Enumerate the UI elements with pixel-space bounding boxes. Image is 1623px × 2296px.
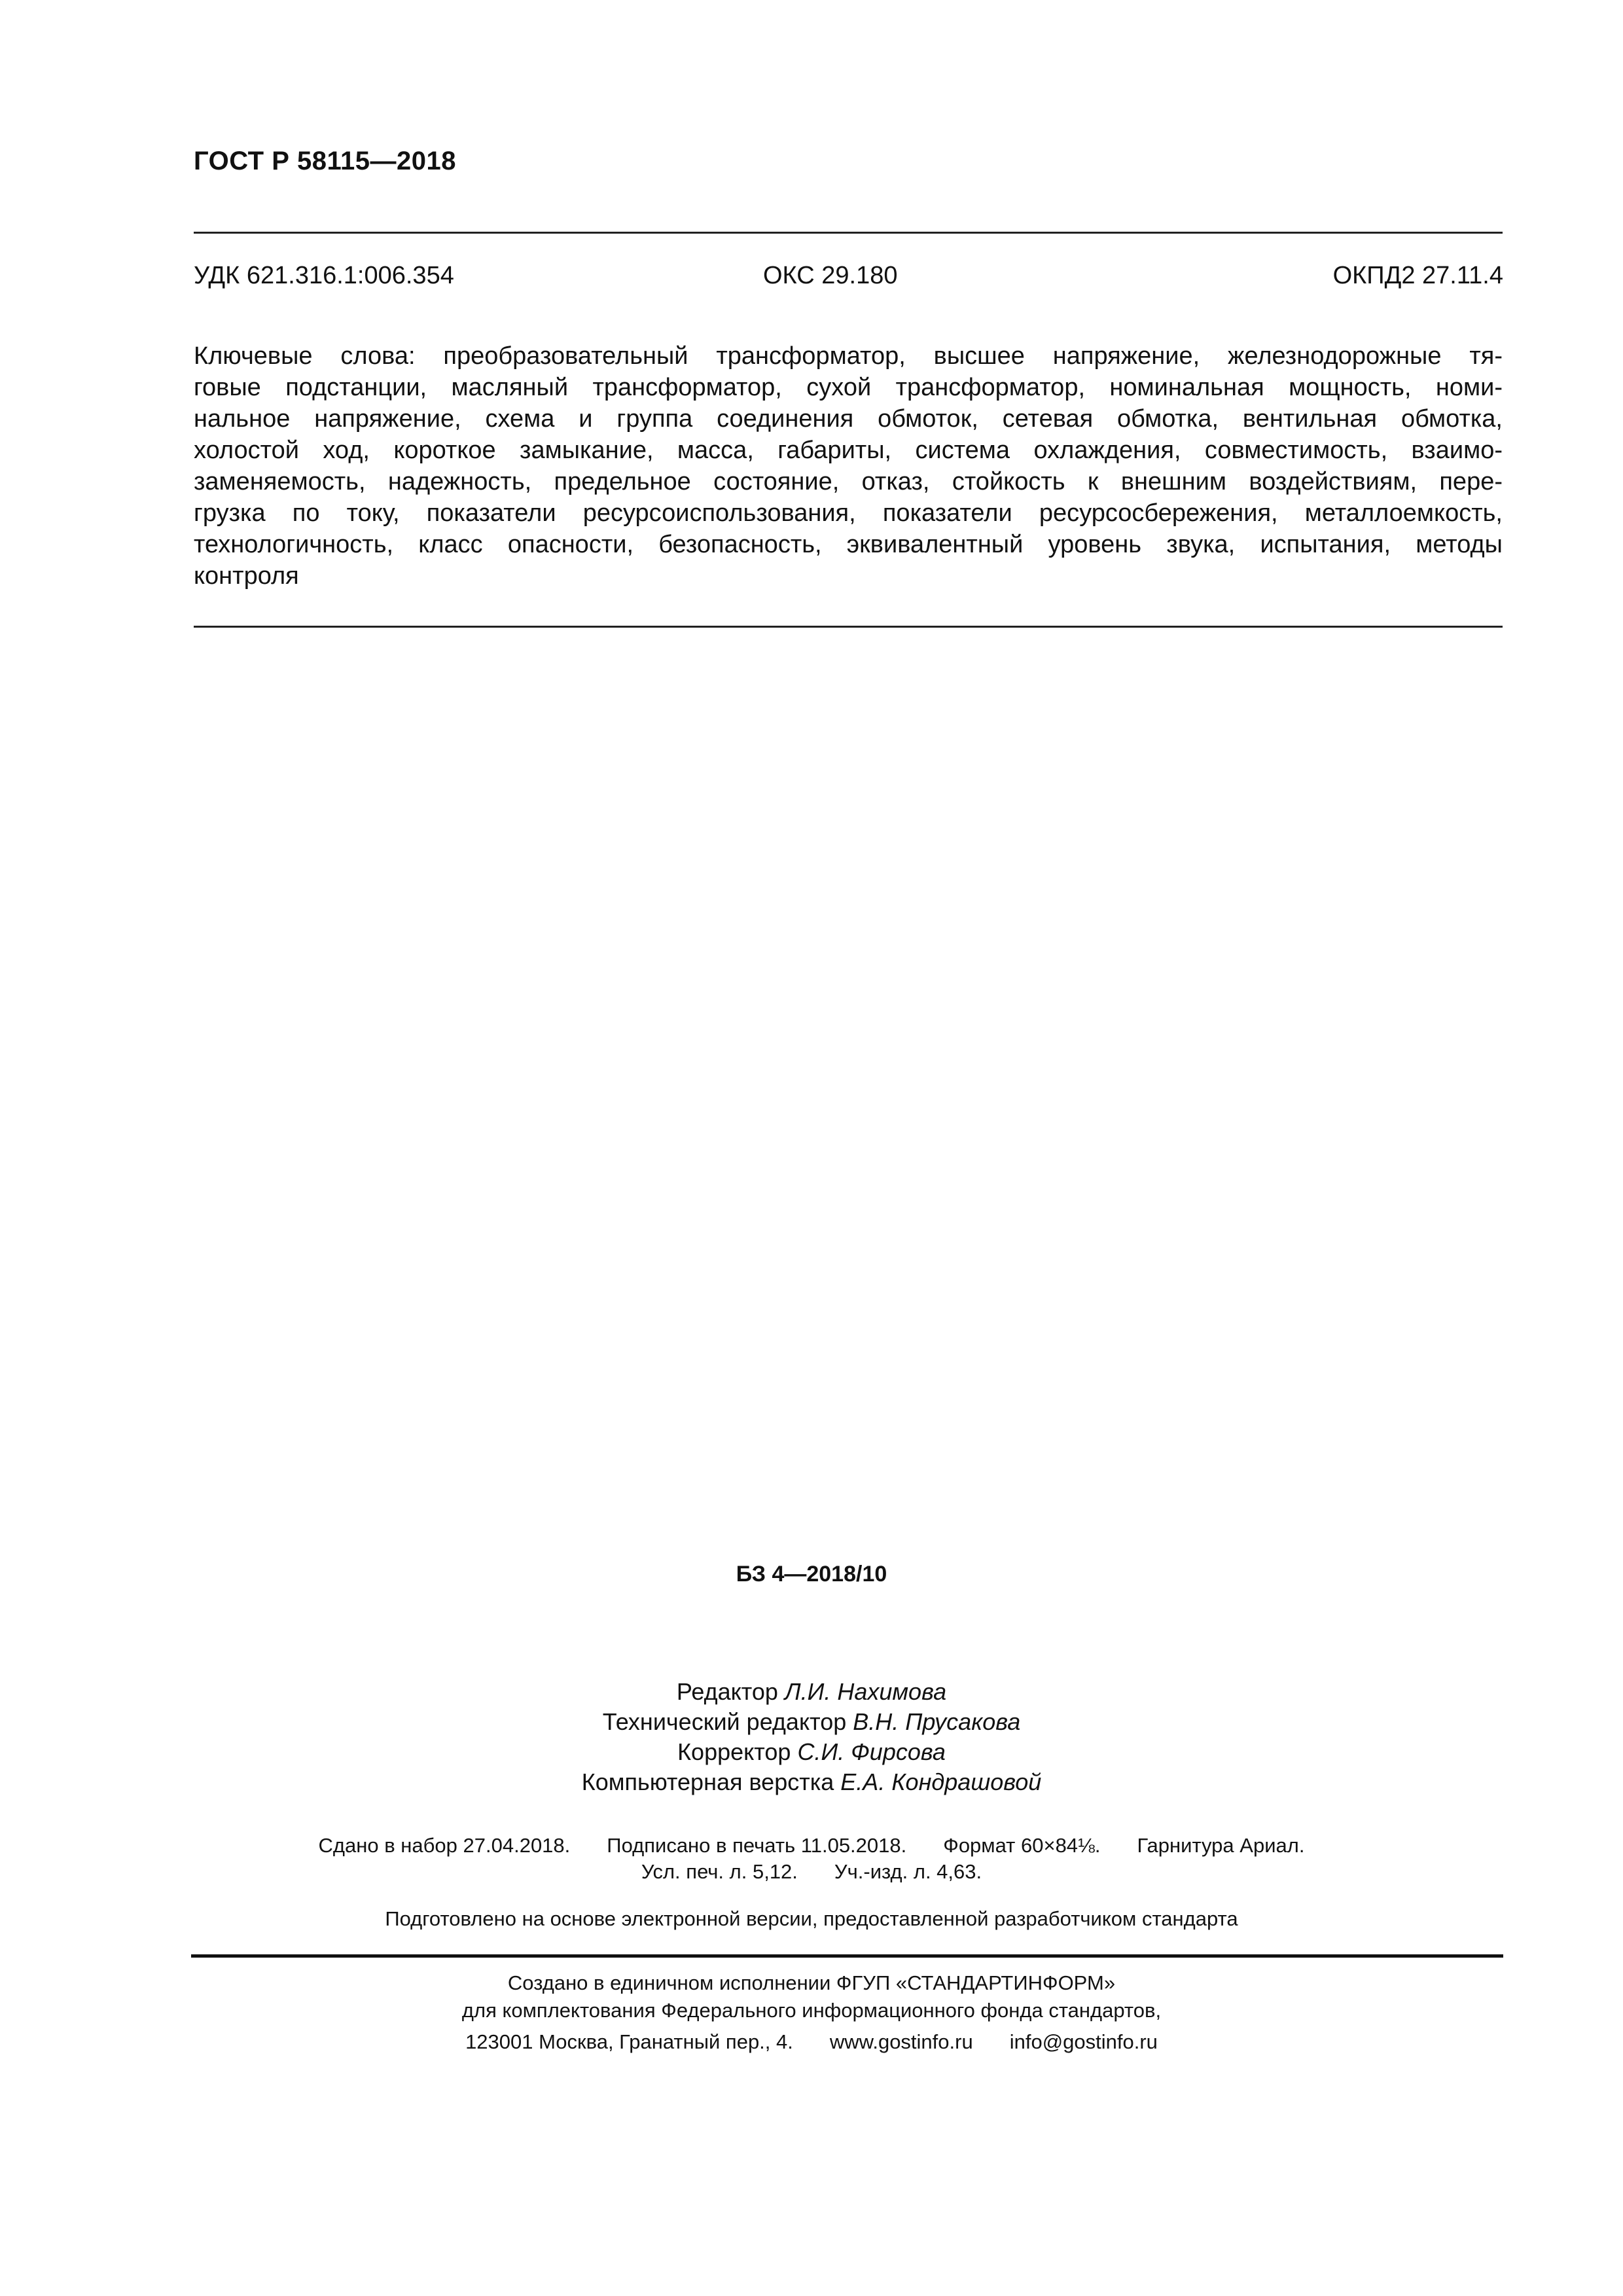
keywords-divider bbox=[194, 626, 1503, 628]
credit-name: В.Н. Прусакова bbox=[853, 1708, 1021, 1735]
oks-code: ОКС 29.180 bbox=[763, 262, 898, 289]
keywords-line: контроля bbox=[194, 562, 299, 590]
imprint-divider bbox=[191, 1954, 1503, 1958]
credit-name: Л.И. Нахимова bbox=[784, 1678, 947, 1705]
prepared-note: Подготовлено на основе электронной версии, предоставленной разработчиком стандарта bbox=[385, 1907, 1238, 1930]
top-divider bbox=[194, 232, 1503, 234]
credit-editor bbox=[0, 1677, 1623, 1707]
credit-proofreader bbox=[0, 1737, 1623, 1767]
keywords-line: говые подстанции, масляный трансформатор, сухой трансформатор, номинальная мощность, номи- bbox=[194, 374, 1503, 401]
contact-line bbox=[0, 2029, 1623, 2055]
publisher-sheets: Уч.-изд. л. 4,63. bbox=[834, 1860, 982, 1883]
document-title: ГОСТ Р 58115—2018 bbox=[194, 147, 456, 175]
keywords-line: холостой ход, короткое замыкание, масса, габариты, система охлаждения, совместимость, взаимо- bbox=[194, 437, 1503, 464]
print-meta-line bbox=[0, 1833, 1623, 1859]
typeface: Гарнитура Ариал. bbox=[1137, 1834, 1305, 1857]
credit-name: С.И. Фирсова bbox=[797, 1738, 946, 1765]
purpose-line: для комплектования Федерального информационного фонда стандартов, bbox=[461, 1999, 1162, 2022]
keywords-line: нальное напряжение, схема и группа соединения обмоток, сетевая обмотка, вентильная обмотка, bbox=[194, 405, 1503, 433]
keywords-line: Ключевые слова: преобразовательный трансформатор, высшее напряжение, железнодорожные тя- bbox=[194, 342, 1503, 370]
signed-date: Подписано в печать 11.05.2018. bbox=[607, 1834, 907, 1857]
format: Формат 60×84⅛. bbox=[943, 1834, 1101, 1857]
email-link[interactable]: info@gostinfo.ru bbox=[1009, 2030, 1158, 2053]
credit-role: Корректор bbox=[677, 1738, 791, 1765]
credit-technical-editor bbox=[0, 1707, 1623, 1737]
address: 123001 Москва, Гранатный пер., 4. bbox=[465, 2030, 793, 2053]
typeset-date: Сдано в набор 27.04.2018. bbox=[318, 1834, 571, 1857]
udk-code: УДК 621.316.1:006.354 bbox=[194, 262, 454, 289]
keywords-line: технологичность, класс опасности, безопасность, эквивалентный уровень звука, испытания, методы bbox=[194, 531, 1503, 558]
sheets-meta-line bbox=[0, 1859, 1623, 1885]
credit-role: Редактор bbox=[676, 1678, 778, 1705]
okpd-code: ОКПД2 27.11.4 bbox=[1332, 262, 1503, 289]
credit-layout bbox=[0, 1767, 1623, 1797]
keywords-line: заменяемость, надежность, предельное состояние, отказ, стойкость к внешним воздействиям, пере- bbox=[194, 468, 1503, 495]
created-line: Создано в единичном исполнении ФГУП «СТАНДАРТИНФОРМ» bbox=[507, 1971, 1116, 1994]
bz-number: БЗ 4—2018/10 bbox=[736, 1562, 887, 1587]
credit-role: Компьютерная верстка bbox=[581, 1768, 834, 1795]
keywords-paragraph bbox=[194, 340, 1503, 592]
credit-role: Технический редактор bbox=[602, 1708, 847, 1735]
keywords-line: грузка по току, показатели ресурсоиспользования, показатели ресурсосбережения, металлоемкость, bbox=[194, 499, 1503, 527]
website-link[interactable]: www.gostinfo.ru bbox=[829, 2030, 973, 2053]
print-sheets: Усл. печ. л. 5,12. bbox=[641, 1860, 798, 1883]
credit-name: Е.А. Кондрашовой bbox=[840, 1768, 1042, 1795]
